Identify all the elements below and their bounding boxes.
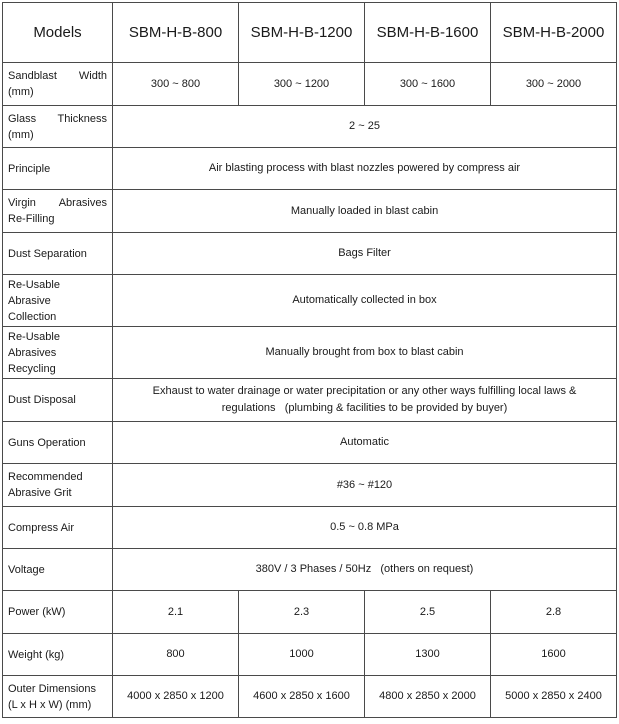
glass-thickness-row — [3, 106, 617, 148]
abrasive-grit-label — [3, 464, 113, 507]
model-800-header: SBM-H-B-800 — [113, 3, 239, 63]
power-row — [3, 591, 617, 634]
dust-disposal-value — [113, 379, 617, 422]
voltage-row — [3, 549, 617, 591]
weight-1600: 1300 — [365, 634, 491, 676]
dust-separation-label: Dust Separation — [3, 233, 113, 275]
sandblast-width-800: 300 ~ 800 — [113, 63, 239, 106]
reusable-recycling-row — [3, 327, 617, 379]
abrasive-grit-value: #36 ~ #120 — [113, 464, 617, 507]
reusable-collection-label-line2: Abrasive — [8, 294, 51, 307]
principle-label: Principle — [3, 148, 113, 190]
reusable-recycling-label — [3, 327, 113, 379]
models-header-label: Models — [3, 3, 113, 63]
weight-800: 800 — [113, 634, 239, 676]
outer-dimensions-row — [3, 676, 617, 718]
power-1600: 2.5 — [365, 591, 491, 634]
weight-row — [3, 634, 617, 676]
reusable-collection-row — [3, 275, 617, 327]
outer-dimensions-800: 4000 x 2850 x 1200 — [113, 676, 239, 718]
spec-table — [2, 2, 617, 718]
sandblast-width-row — [3, 63, 617, 106]
model-1200-header: SBM-H-B-1200 — [239, 3, 365, 63]
virgin-abrasives-label-line1: Virgin Abrasives — [8, 197, 107, 209]
weight-1200: 1000 — [239, 634, 365, 676]
model-1600-header: SBM-H-B-1600 — [365, 3, 491, 63]
weight-2000: 1600 — [491, 634, 617, 676]
glass-thickness-label — [3, 106, 113, 148]
models-header-row — [3, 3, 617, 63]
weight-label: Weight (kg) — [3, 634, 113, 676]
dust-disposal-value-line1: Exhaust to water drainage or water precipitation or any other ways fulfilling local laws & — [152, 385, 577, 397]
reusable-collection-label — [3, 275, 113, 327]
dust-separation-row — [3, 233, 617, 275]
outer-dimensions-label — [3, 676, 113, 718]
compress-air-label: Compress Air — [3, 507, 113, 549]
glass-thickness-value: 2 ~ 25 — [113, 106, 617, 148]
voltage-value: 380V / 3 Phases / 50Hz (others on request) — [113, 549, 617, 591]
sandblast-width-1200: 300 ~ 1200 — [239, 63, 365, 106]
guns-operation-label: Guns Operation — [3, 422, 113, 464]
virgin-abrasives-label — [3, 190, 113, 233]
glass-thickness-label-line2: (mm) — [8, 128, 34, 141]
outer-dimensions-2000: 5000 x 2850 x 2400 — [491, 676, 617, 718]
outer-dimensions-label-line2: (L x H x W) (mm) — [8, 698, 92, 711]
sandblast-width-1600: 300 ~ 1600 — [365, 63, 491, 106]
compress-air-row — [3, 507, 617, 549]
reusable-recycling-label-line3: Recycling — [8, 362, 56, 375]
reusable-collection-label-line1: Re-Usable — [8, 278, 60, 291]
sandblast-width-2000: 300 ~ 2000 — [491, 63, 617, 106]
principle-row — [3, 148, 617, 190]
sandblast-width-label — [3, 63, 113, 106]
compress-air-value: 0.5 ~ 0.8 MPa — [113, 507, 617, 549]
dust-disposal-row — [3, 379, 617, 422]
guns-operation-value: Automatic — [113, 422, 617, 464]
voltage-label: Voltage — [3, 549, 113, 591]
dust-separation-value: Bags Filter — [113, 233, 617, 275]
reusable-recycling-label-line1: Re-Usable — [8, 330, 60, 343]
virgin-abrasives-row — [3, 190, 617, 233]
sandblast-width-label-line2: (mm) — [8, 86, 34, 98]
principle-value: Air blasting process with blast nozzles powered by compress air — [113, 148, 617, 190]
glass-thickness-label-line1: Glass Thickness — [8, 112, 107, 125]
power-2000: 2.8 — [491, 591, 617, 634]
reusable-collection-label-line3: Collection — [8, 310, 57, 323]
abrasive-grit-label-line1: Recommended — [8, 471, 83, 483]
sandblast-width-label-line1: Sandblast Width — [8, 70, 107, 82]
reusable-collection-value: Automatically collected in box — [113, 275, 617, 327]
reusable-recycling-value: Manually brought from box to blast cabin — [113, 327, 617, 379]
model-2000-header: SBM-H-B-2000 — [491, 3, 617, 63]
abrasive-grit-label-line2: Abrasive Grit — [8, 487, 72, 499]
power-800: 2.1 — [113, 591, 239, 634]
reusable-recycling-label-line2: Abrasives — [8, 346, 57, 359]
dust-disposal-label: Dust Disposal — [3, 379, 113, 422]
outer-dimensions-label-line1: Outer Dimensions — [8, 682, 97, 695]
power-1200: 2.3 — [239, 591, 365, 634]
outer-dimensions-1200: 4600 x 2850 x 1600 — [239, 676, 365, 718]
guns-operation-row — [3, 422, 617, 464]
virgin-abrasives-value: Manually loaded in blast cabin — [113, 190, 617, 233]
virgin-abrasives-label-line2: Re-Filling — [8, 213, 55, 225]
outer-dimensions-1600: 4800 x 2850 x 2000 — [365, 676, 491, 718]
power-label: Power (kW) — [3, 591, 113, 634]
abrasive-grit-row — [3, 464, 617, 507]
dust-disposal-value-line2: regulations (plumbing & facilities to be provided by buyer) — [221, 402, 508, 414]
